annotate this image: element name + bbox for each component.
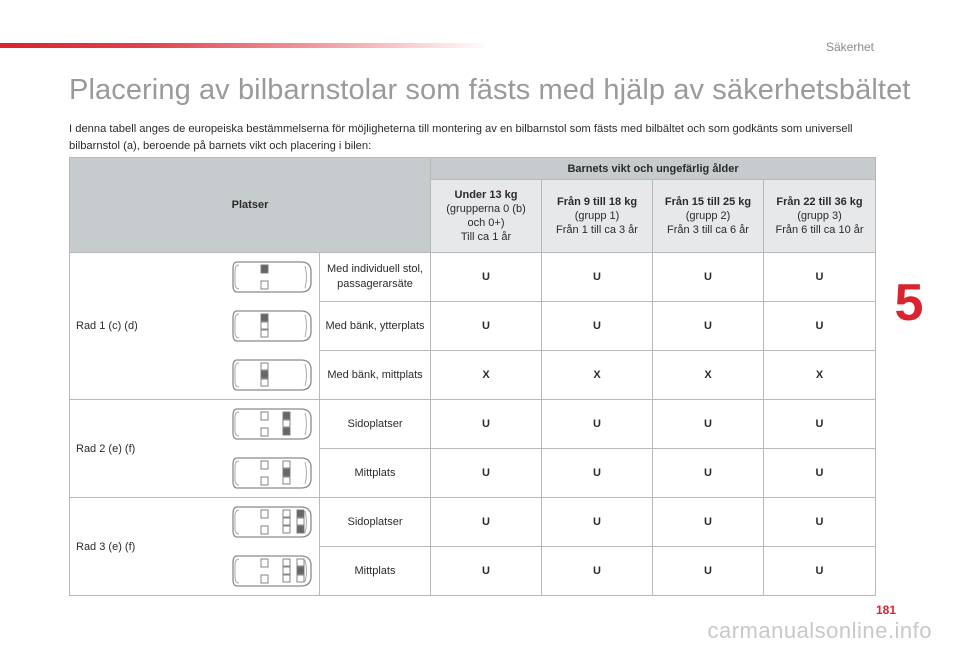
suitability-value: U [764, 253, 876, 302]
suitability-value: U [542, 547, 653, 596]
van-row1-bench-outer-icon [231, 306, 313, 346]
table-row [70, 400, 876, 449]
section-title: Säkerhet [825, 40, 874, 54]
intro-paragraph: I denna tabell anges de europeiska bestämmelserna för möjligheterna till montering av en bilbarnstol som fästs med bilbältet och som godkänts som universell bilbarnstol (a), beroende på barnets vikt och placering i bilen: [69, 123, 853, 152]
suitability-value: U [431, 400, 542, 449]
van-row2-side-icon [231, 404, 313, 444]
row-group-label [70, 400, 320, 498]
table-header-row [70, 158, 876, 180]
suitability-value: U [542, 253, 653, 302]
van-row3-side-icon [231, 502, 313, 542]
suitability-value: U [431, 253, 542, 302]
seat-description: Mittplats [320, 547, 431, 596]
suitability-value: X [764, 351, 876, 400]
column-header: Från 15 till 25 kg (grupp 2) Från 3 till ca 6 år [653, 180, 764, 253]
suitability-value: U [653, 498, 764, 547]
column-header: Från 22 till 36 kg (grupp 3) Från 6 till ca 10 år [764, 180, 876, 253]
seat-description: Sidoplatser [320, 498, 431, 547]
suitability-value: U [542, 449, 653, 498]
row-group-label [70, 498, 320, 596]
suitability-value: U [653, 449, 764, 498]
page-number: 181 [876, 603, 897, 617]
van-row1-bench-middle-icon [231, 355, 313, 395]
suitability-value: U [653, 302, 764, 351]
column-header: Från 9 till 18 kg (grupp 1) Från 1 till ca 3 år [542, 180, 653, 253]
chapter-number: 5 [894, 274, 924, 332]
suitability-value: U [431, 498, 542, 547]
suitability-value: U [764, 547, 876, 596]
weight-header: Barnets vikt och ungefärlig ålder [431, 158, 876, 180]
row-group-label [70, 253, 320, 400]
suitability-value: U [764, 400, 876, 449]
seat-description: Mittplats [320, 449, 431, 498]
suitability-value: U [542, 302, 653, 351]
table-row [70, 498, 876, 547]
van-row2-middle-icon [231, 453, 313, 493]
van-row3-middle-icon [231, 551, 313, 591]
suitability-value: U [653, 253, 764, 302]
suitability-value: U [542, 400, 653, 449]
column-header: Under 13 kg (grupperna 0 (b) och 0+) Till ca 1 år [431, 180, 542, 253]
row-group-label-text: Rad 1 (c) (d) [76, 320, 138, 332]
suitability-value: U [764, 498, 876, 547]
suitability-value: U [431, 449, 542, 498]
platser-header: Platser [70, 158, 431, 253]
seat-description: Med bänk, ytterplats [320, 302, 431, 351]
row-group-label-text: Rad 2 (e) (f) [76, 442, 136, 455]
seat-description: Med bänk, mittplats [320, 351, 431, 400]
suitability-value: U [431, 302, 542, 351]
suitability-value: U [653, 400, 764, 449]
suitability-value: X [542, 351, 653, 400]
child-seat-table [69, 157, 876, 596]
suitability-value: U [764, 449, 876, 498]
page-title: Placering av bilbarnstolar som fästs med hjälp av säkerhetsbältet [69, 74, 911, 106]
suitability-value: U [653, 547, 764, 596]
header-accent-bar [0, 43, 490, 48]
suitability-value: U [431, 547, 542, 596]
suitability-value: X [431, 351, 542, 400]
seat-description: Sidoplatser [320, 400, 431, 449]
row-group-label-text: Rad 3 (e) (f) [76, 540, 136, 553]
suitability-value: U [542, 498, 653, 547]
table-row [70, 253, 876, 302]
watermark: carmanualsonline.info [707, 618, 932, 643]
van-row1-single-seat-icon [231, 257, 313, 297]
seat-description: Med individuell stol, passagerarsäte [320, 253, 431, 302]
suitability-value: X [653, 351, 764, 400]
suitability-value: U [764, 302, 876, 351]
